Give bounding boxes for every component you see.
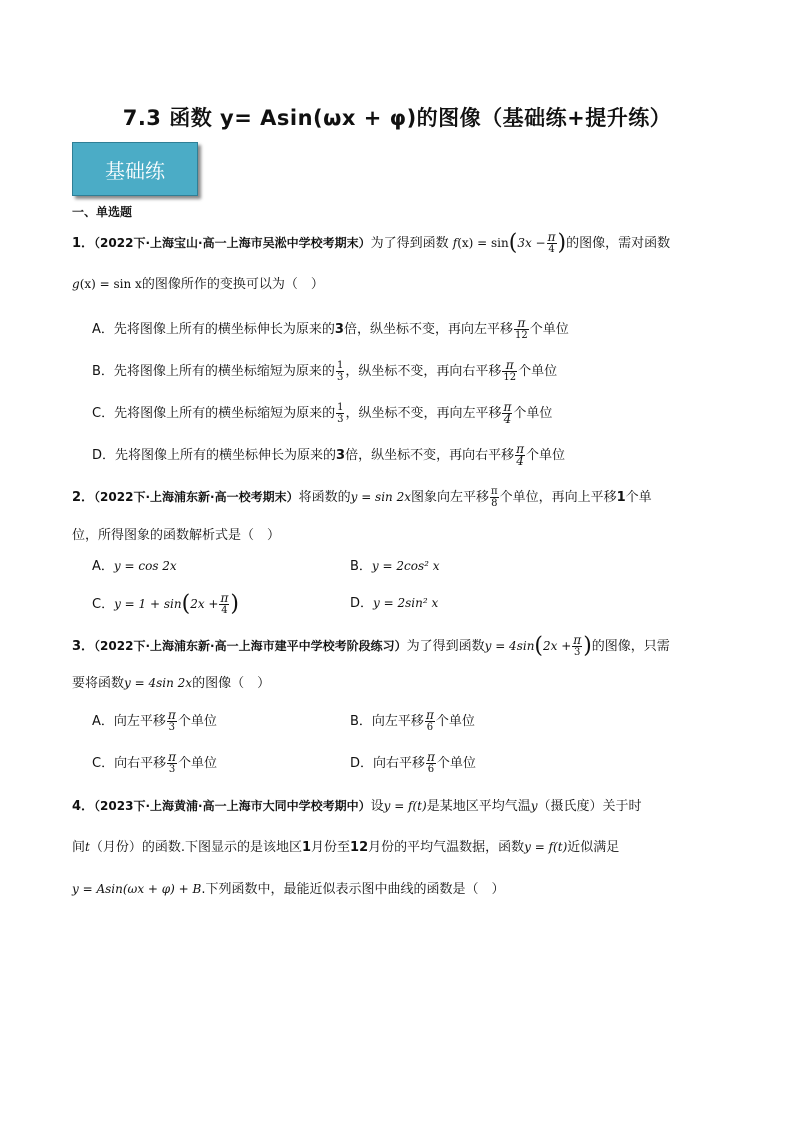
- q4-text-e: （月份）的函数.下图显示的是该地区: [89, 840, 302, 855]
- q3-text: 为了得到函数: [406, 639, 485, 654]
- q2-text-b: 图象向左平移: [411, 490, 490, 505]
- q2-source: （2022下·上海浦东新·高一校考期末）: [94, 490, 299, 504]
- q1-c-label: C．: [92, 406, 115, 421]
- section-label: 基础练: [105, 158, 165, 183]
- q3-lparen: (: [534, 633, 544, 659]
- q4-number: 4．: [72, 799, 95, 814]
- q1-a-text2: 倍，纵坐标不变，再向左平移: [343, 322, 513, 337]
- q1-eq1: (x) = sin: [457, 236, 509, 250]
- q3-b-text: 向左平移: [371, 714, 424, 729]
- q3-b-frac-num: π: [425, 708, 434, 722]
- q2-c-frac: [219, 593, 229, 616]
- q1-b-text2: ，纵坐标不变，再向右平移: [345, 364, 502, 379]
- q2-a-eq: y = cos 2x: [113, 559, 177, 573]
- q2-text: 将函数的: [298, 490, 351, 505]
- q3-eq: y = 4sin: [484, 639, 535, 653]
- q4-m1: 1: [301, 840, 312, 855]
- q1-b-frac1-num: 1: [336, 360, 344, 371]
- q2-c-inner: 2x +: [190, 597, 219, 611]
- q1-option-a[interactable]: [92, 318, 569, 341]
- q1-a-n: 3: [334, 322, 344, 337]
- q1-frac-den: 4: [548, 244, 555, 255]
- q3-b-frac: [425, 710, 435, 733]
- q3-inner: 2x +: [543, 639, 572, 653]
- q3-c-text2: 个单位: [177, 756, 217, 771]
- q2-option-a[interactable]: [92, 556, 177, 577]
- q2-b-label: B．: [350, 559, 372, 574]
- q4-text-d: 间: [72, 840, 86, 855]
- q2-line2: 位，所得图象的函数解析式是（ ）: [72, 528, 281, 543]
- q2-c-frac-den: 4: [221, 605, 228, 616]
- q2-frac-den: 8: [491, 498, 498, 509]
- q2-d-eq: y = 2sin² x: [373, 596, 439, 610]
- q3-text-b: 的图像，只需: [591, 639, 670, 654]
- q1-g: g: [72, 277, 80, 291]
- q1-text: 为了得到函数: [370, 236, 449, 251]
- q4-line2: [72, 837, 619, 858]
- q3-eq2: y = 4sin 2x: [124, 676, 193, 690]
- q4-text-f: 月份至: [311, 840, 351, 855]
- q1-source: （2022下·上海宝山·高一上海市吴淞中学校考期末）: [94, 236, 371, 250]
- q1-c-frac2-den: 4: [503, 412, 512, 426]
- q4-text-g: 月份的平均气温数据，函数: [368, 840, 525, 855]
- q4-t: t: [85, 840, 90, 854]
- q1-d-text: 先将图像上所有的横坐标伸长为原来的: [115, 448, 337, 463]
- q1-d-frac-den: 4: [516, 454, 524, 468]
- q3-a-frac-num: π: [167, 708, 176, 722]
- q3-d-text: 向右平移: [373, 756, 426, 771]
- q3-b-frac-den: 6: [426, 722, 434, 733]
- q1-a-frac-den: 12: [514, 330, 528, 341]
- q4-text-c: （摄氏度）关于时: [537, 799, 642, 814]
- q1-a-label: A．: [92, 322, 114, 337]
- q3-c-frac-den: 3: [168, 764, 176, 775]
- q1-a-frac: [514, 318, 529, 341]
- q2-a-label: A．: [92, 559, 114, 574]
- q4-y: y: [530, 799, 538, 813]
- q3-text-c: 要将函数: [72, 676, 125, 691]
- q2-frac: [490, 486, 499, 509]
- q1-line1: [72, 232, 670, 255]
- q3-a-text2: 个单位: [177, 714, 217, 729]
- q2-c-eq: y = 1 + sin: [114, 597, 182, 611]
- q1-d-frac: [515, 444, 525, 467]
- q3-a-label: A．: [92, 714, 114, 729]
- q2-b-eq: y = 2cos² x: [371, 559, 440, 573]
- q3-frac: [572, 635, 582, 658]
- q1-c-text2: ，纵坐标不变，再向左平移: [345, 406, 502, 421]
- q4-eq1: y = f(t): [383, 799, 427, 813]
- q1-c-frac1: [336, 402, 344, 425]
- q1-a-text3: 个单位: [529, 322, 569, 337]
- q2-one: 1: [616, 490, 626, 505]
- q4-m12: 12: [350, 840, 369, 855]
- q1-option-c[interactable]: [92, 402, 552, 425]
- q1-d-label: D．: [92, 448, 116, 463]
- q4-eq3: y = Asin(ωx + φ) + B: [72, 882, 202, 896]
- q2-d-label: D．: [350, 596, 374, 611]
- q1-d-frac-num: π: [516, 442, 524, 456]
- q1-lparen: (: [508, 230, 518, 256]
- q1-d-text2: 倍，纵坐标不变，再向右平移: [345, 448, 515, 463]
- q1-b-frac2-num: π: [502, 360, 517, 372]
- q2-text-c: 个单位，再向上平移: [499, 490, 617, 505]
- q1-a-text: 先将图像上所有的横坐标伸长为原来的: [113, 322, 335, 337]
- q1-b-text3: 个单位: [518, 364, 558, 379]
- q3-d-frac-den: 6: [427, 764, 435, 775]
- q3-d-text2: 个单位: [436, 756, 476, 771]
- q1-f: f: [452, 236, 458, 250]
- q1-eq2: (x) = sin x: [79, 277, 142, 291]
- q1-number: 1．: [72, 236, 95, 251]
- q2-c-lparen: (: [181, 591, 191, 617]
- q1-b-frac2-den: 12: [503, 372, 517, 383]
- q1-b-frac1: [336, 360, 344, 383]
- q1-c-frac1-den: 3: [337, 414, 344, 425]
- q1-c-frac1-num: 1: [337, 402, 344, 413]
- q4-source: （2023下·上海黄浦·高一上海市大同中学校考期中）: [94, 799, 371, 813]
- q3-option-a[interactable]: [92, 710, 217, 733]
- q1-c-frac2-num: π: [503, 400, 512, 414]
- q3-source: （2022下·上海浦东新·高一上海市建平中学校考阶段练习）: [94, 639, 407, 653]
- page-title: 7.3 函数 y= Asin(ωx + φ)的图像（基础练+提升练）: [122, 106, 672, 130]
- section-label-box: [72, 142, 198, 196]
- q3-c-frac: [167, 752, 177, 775]
- q3-text-d: 的图像（ ）: [192, 676, 271, 691]
- q3-a-frac-den: 3: [168, 722, 176, 733]
- q1-a-frac-num: π: [514, 318, 529, 330]
- q2-number: 2．: [72, 490, 95, 505]
- q2-text-d: 个单: [625, 490, 652, 505]
- q3-c-label: C．: [92, 756, 115, 771]
- q1-d-n: 3: [336, 448, 346, 463]
- q3-d-frac: [426, 752, 436, 775]
- q3-rparen: ): [583, 633, 592, 659]
- q4-eq2: y = f(t): [524, 840, 568, 854]
- q2-c-label: C．: [92, 597, 115, 612]
- q3-d-label: D．: [350, 756, 374, 771]
- q1-option-b[interactable]: [92, 360, 557, 383]
- q3-frac-num: π: [573, 633, 582, 647]
- q2-option-d[interactable]: [350, 593, 438, 614]
- q3-b-label: B．: [350, 714, 372, 729]
- q1-frac-num: π: [547, 230, 556, 244]
- q1-b-frac1-den: 3: [336, 372, 344, 383]
- q4-line1: [72, 796, 642, 817]
- q4-line3: [72, 879, 505, 900]
- q4-text-h: 近似满足: [567, 840, 620, 855]
- q3-number: 3．: [72, 639, 95, 654]
- q2-option-c[interactable]: [92, 593, 239, 616]
- q4-text-i: .下列函数中，最能近似表示图中曲线的函数是（ ）: [201, 882, 505, 897]
- q1-text-b: 的图像，需对函数: [566, 236, 671, 251]
- q1-option-d[interactable]: [92, 444, 565, 467]
- q1-rparen: ): [557, 230, 567, 256]
- q1-b-frac2: [502, 360, 517, 383]
- q3-c-text: 向右平移: [114, 756, 167, 771]
- q3-option-d[interactable]: [350, 752, 476, 775]
- q3-a-frac: [167, 710, 177, 733]
- q1-c-text3: 个单位: [513, 406, 553, 421]
- q1-b-text: 先将图像上所有的横坐标缩短为原来的: [113, 364, 335, 379]
- q1-c-frac2: [502, 402, 512, 425]
- q2-eq: y = sin 2x: [350, 490, 411, 504]
- q2-line1: [72, 486, 652, 509]
- q1-text-c: 的图像所作的变换可以为（ ）: [141, 277, 324, 292]
- q4-text: 设: [370, 799, 384, 814]
- q2-frac-num: π: [491, 486, 498, 497]
- q1-frac: [547, 232, 557, 255]
- q3-line2: [72, 673, 270, 694]
- q3-a-text: 向左平移: [113, 714, 166, 729]
- q3-b-text2: 个单位: [435, 714, 475, 729]
- q3-line1: [72, 635, 670, 658]
- subsection-heading: 一、单选题: [72, 205, 133, 219]
- q4-text-b: 是某地区平均气温: [426, 799, 531, 814]
- q2-c-rparen: ): [230, 591, 239, 617]
- q1-line2: [72, 274, 324, 295]
- q3-frac-den: 3: [574, 647, 581, 658]
- q1-d-text3: 个单位: [525, 448, 565, 463]
- q3-c-frac-num: π: [168, 750, 176, 764]
- q1-b-label: B．: [92, 364, 114, 379]
- q1-inner: 3x −: [517, 236, 546, 250]
- q1-c-text: 先将图像上所有的横坐标缩短为原来的: [114, 406, 336, 421]
- q3-option-b[interactable]: [350, 710, 475, 733]
- q3-d-frac-num: π: [427, 750, 435, 764]
- q3-option-c[interactable]: [92, 752, 217, 775]
- q2-c-frac-num: π: [220, 591, 229, 605]
- q2-option-b[interactable]: [350, 556, 440, 577]
